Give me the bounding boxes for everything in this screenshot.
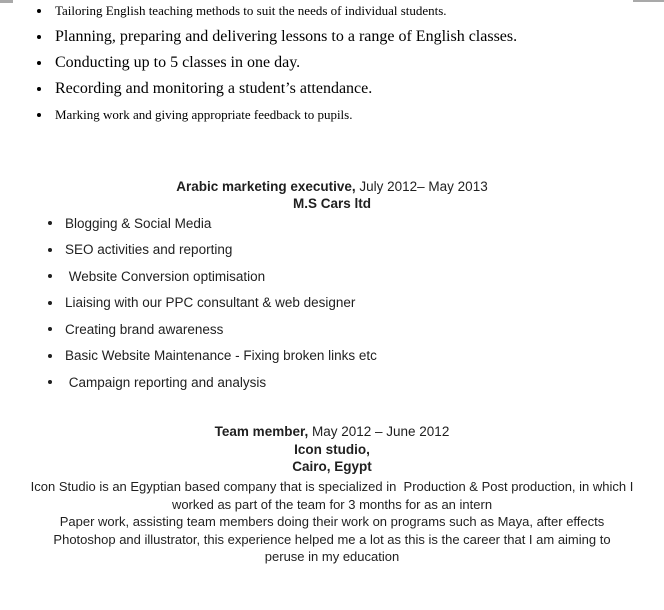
- list-item-text: Basic Website Maintenance - Fixing broken links etc: [65, 348, 377, 364]
- description-line: worked as part of the team for 3 months for as an intern: [171, 496, 493, 512]
- list-item-text: Creating brand awareness: [65, 321, 224, 337]
- list-item-text: Recording and monitoring a student’s attendance.: [55, 80, 373, 97]
- bullet-icon: [37, 61, 41, 65]
- company-name: M.S Cars ltd: [292, 196, 371, 211]
- role-title: Team member,: [214, 424, 309, 439]
- list-item: [0, 343, 664, 370]
- list-item-text: SEO activities and reporting: [65, 242, 233, 258]
- company-location: Cairo, Egypt: [292, 459, 372, 474]
- role-title-line: [0, 423, 664, 441]
- list-item: [0, 102, 664, 128]
- bullet-icon: [48, 380, 52, 384]
- list-item: [0, 50, 664, 76]
- list-item-text: Blogging & Social Media: [65, 215, 212, 231]
- list-item: [0, 210, 664, 237]
- teaching-duties-list: [0, 0, 664, 128]
- description-line: Photoshop and illustrator, this experience helped me a lot as this is the career that I am aiming to: [53, 531, 611, 547]
- marketing-role-heading: [0, 178, 664, 212]
- list-item: [0, 76, 664, 102]
- bullet-icon: [48, 221, 52, 225]
- list-item: [0, 369, 664, 396]
- description-line: Icon Studio is an Egyptian based company that is specialized in Production & Post production, in which I: [30, 479, 634, 494]
- bullet-icon: [37, 113, 41, 117]
- description-line: Paper work, assisting team members doing their work on programs such as Maya, after effects: [59, 514, 605, 529]
- list-item: [0, 316, 664, 343]
- list-item-text: Conducting up to 5 classes in one day.: [55, 54, 301, 71]
- team-description: [0, 478, 664, 566]
- bullet-icon: [48, 274, 52, 278]
- role-title-line: [0, 178, 664, 195]
- list-item: [0, 0, 664, 24]
- role-title: Arabic marketing executive,: [176, 179, 356, 194]
- list-item-text: Marking work and giving appropriate feedback to pupils.: [55, 107, 353, 122]
- role-dates: May 2012 – June 2012: [308, 424, 450, 439]
- list-item: [0, 263, 664, 290]
- list-item: [0, 237, 664, 264]
- list-item: [0, 290, 664, 317]
- role-dates: July 2012– May 2013: [355, 179, 488, 194]
- bullet-icon: [48, 327, 52, 331]
- description-line: peruse in my education: [264, 549, 400, 564]
- bullet-icon: [37, 35, 41, 39]
- list-item-text: Tailoring English teaching methods to suit the needs of individual students.: [55, 3, 447, 18]
- company-name: Icon studio,: [294, 441, 370, 457]
- team-role-heading: [0, 423, 664, 476]
- list-item-text: Campaign reporting and analysis: [65, 374, 267, 390]
- bullet-icon: [48, 354, 52, 358]
- bullet-icon: [48, 301, 52, 305]
- bullet-icon: [37, 9, 41, 13]
- list-item-text: Website Conversion optimisation: [65, 268, 266, 284]
- list-item-text: Liaising with our PPC consultant & web designer: [65, 295, 356, 311]
- marketing-duties-list: [0, 210, 664, 396]
- bullet-icon: [48, 248, 52, 252]
- list-item: [0, 24, 664, 50]
- bullet-icon: [37, 87, 41, 91]
- list-item-text: Planning, preparing and delivering lessons to a range of English classes.: [55, 28, 518, 45]
